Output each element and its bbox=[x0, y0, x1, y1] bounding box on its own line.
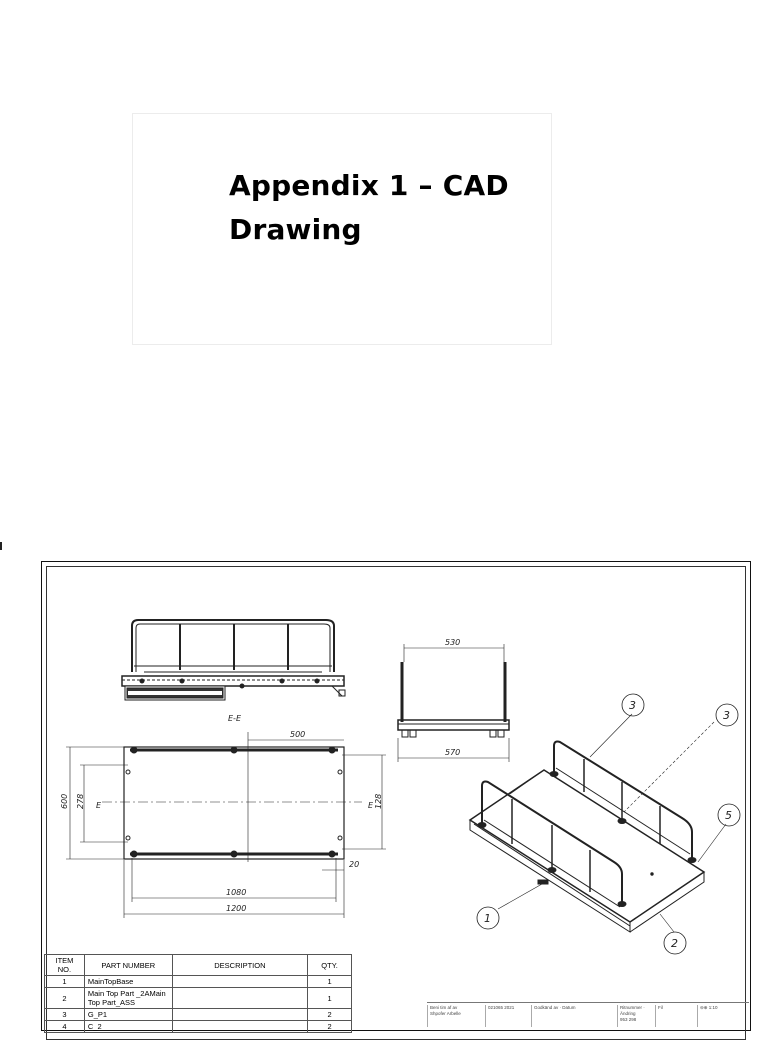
bom-item: 4 bbox=[45, 1021, 85, 1033]
title-box bbox=[132, 113, 552, 345]
bom-desc bbox=[172, 988, 307, 1009]
bom-part: MainTopBase bbox=[84, 976, 172, 988]
bom-part: G_P1 bbox=[84, 1009, 172, 1021]
title-block-date: 021065 2021 bbox=[485, 1005, 531, 1027]
bom-qty: 2 bbox=[308, 1009, 352, 1021]
dim-20: 20 bbox=[349, 860, 360, 869]
title-line-1: Appendix 1 – CAD bbox=[229, 169, 509, 202]
cad-drawing-sheet bbox=[41, 561, 751, 1031]
dim-570: 570 bbox=[445, 748, 461, 757]
table-row bbox=[45, 988, 352, 1009]
balloon-2: 2 bbox=[671, 937, 678, 950]
bom-header-description: DESCRIPTION bbox=[172, 955, 307, 976]
bom-header-part: PART NUMBER bbox=[84, 955, 172, 976]
bom-desc bbox=[172, 1021, 307, 1033]
front-view bbox=[122, 620, 345, 700]
bom-item: 2 bbox=[45, 988, 85, 1009]
end-view bbox=[398, 644, 509, 762]
dim-500: 500 bbox=[290, 730, 306, 739]
bom-header-item: ITEM NO. bbox=[45, 955, 85, 976]
section-mark-left: E bbox=[96, 801, 102, 810]
bom-qty: 1 bbox=[308, 988, 352, 1009]
title-block-author bbox=[427, 1005, 485, 1027]
dim-530: 530 bbox=[445, 638, 461, 647]
table-row bbox=[45, 976, 352, 988]
tb-scale-value: 1:10 bbox=[708, 1005, 718, 1010]
dim-1200: 1200 bbox=[226, 904, 247, 913]
table-row bbox=[45, 1021, 352, 1033]
margin-mark bbox=[0, 542, 2, 550]
bom-part: Main Top Part _2AMain Top Part_ASS bbox=[84, 988, 172, 1009]
title-block-scale bbox=[697, 1005, 749, 1027]
bom-desc bbox=[172, 976, 307, 988]
page-title bbox=[229, 164, 549, 252]
tb-author-value: Shpofer Arbelle bbox=[430, 1011, 461, 1016]
dim-128: 128 bbox=[374, 793, 383, 809]
title-block-file: Fil bbox=[655, 1005, 697, 1027]
dim-600: 600 bbox=[60, 793, 69, 809]
bom-header-row bbox=[45, 955, 352, 976]
bom-part: C_2 bbox=[84, 1021, 172, 1033]
isometric-view bbox=[470, 694, 740, 954]
bom-qty: 1 bbox=[308, 976, 352, 988]
balloon-5: 5 bbox=[725, 809, 732, 822]
tb-number-label: Ritnummer · Ändring bbox=[620, 1005, 645, 1016]
bom-item: 3 bbox=[45, 1009, 85, 1021]
balloon-3a: 3 bbox=[629, 699, 636, 712]
tb-number-value: 953 298 bbox=[620, 1017, 637, 1022]
section-label: E-E bbox=[228, 714, 241, 723]
table-row bbox=[45, 1009, 352, 1021]
bill-of-materials bbox=[44, 954, 352, 1033]
title-block bbox=[427, 1002, 749, 1042]
bom-header-qty: QTY. bbox=[308, 955, 352, 976]
title-block-number bbox=[617, 1005, 655, 1027]
balloon-3b: 3 bbox=[723, 709, 730, 722]
title-line-2: Drawing bbox=[229, 213, 362, 246]
section-mark-right: E bbox=[368, 801, 374, 810]
tb-author-label: Beni tim af av bbox=[430, 1005, 458, 1010]
bom-qty: 2 bbox=[308, 1021, 352, 1033]
dim-278: 278 bbox=[76, 793, 85, 809]
projection-icon: ⊖⊕ bbox=[700, 1005, 709, 1010]
balloon-1: 1 bbox=[484, 912, 491, 925]
dim-1080: 1080 bbox=[226, 888, 247, 897]
title-block-approved: Godkänd av · Datum bbox=[531, 1005, 617, 1027]
bom-item: 1 bbox=[45, 976, 85, 988]
bom-desc bbox=[172, 1009, 307, 1021]
